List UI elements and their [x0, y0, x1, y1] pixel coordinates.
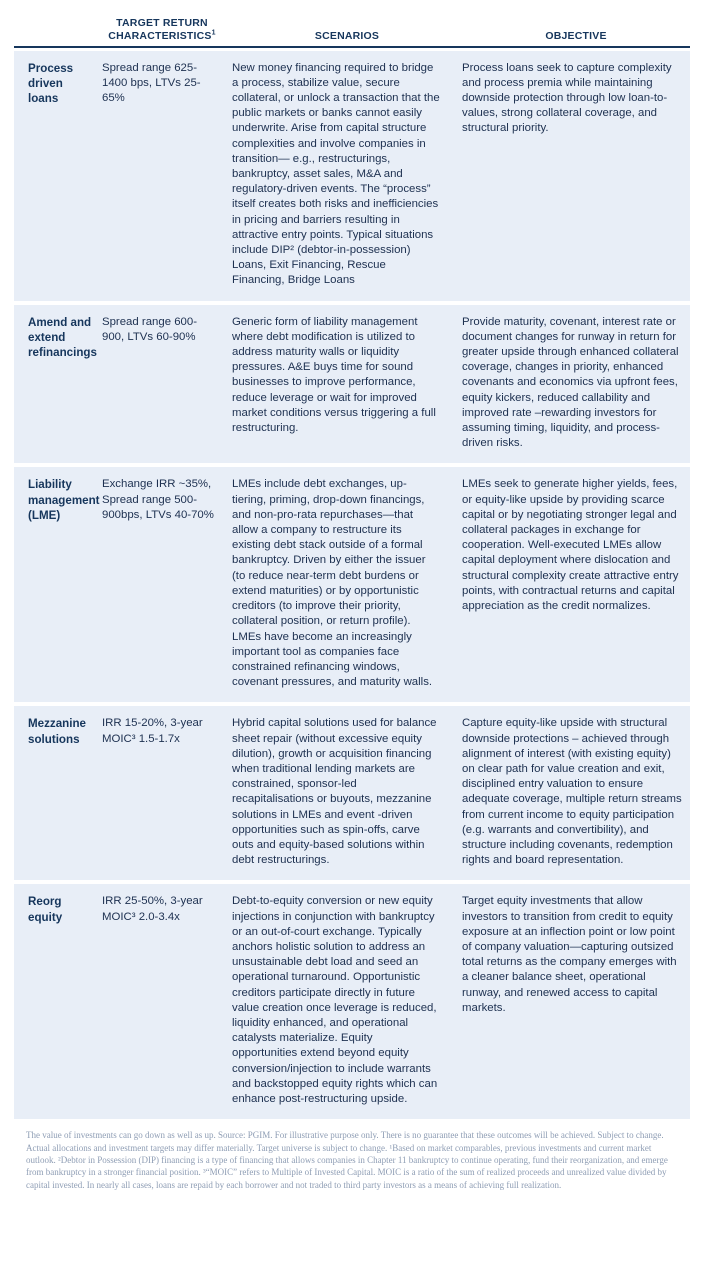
table-row	[14, 467, 690, 702]
row-objective: Provide maturity, covenant, interest rate or document changes for runway in return for greater upside through enhanced collateral coverage, changes in priority, enhanced covenants and economics via upfront fees, equity kickers, reduced callability and improved rate –rewarding investors for assuming timing, liquidity, and process-driven risks.	[462, 315, 679, 450]
footnote-disclaimer: The value of investments can go down as well as up. Source: PGIM. For illustrative purpose only. There is no guarantee that these outcomes will be achieved. Subject to change. Actual allocations and investment targets may differ materially. Target universe is subject to change. ¹Based on market comparables, previous investments and current market outlook. ²Debtor in Possession (DIP) financing is a type of financing that allows companies in Chapter 11 bankruptcy to continue operating, fund their reorganization, and emerge from bankruptcy in a stronger financial position. ³“MOIC” refers to Multiple of Invested Capital. MOIC is a ratio of the sum of realized proceeds and unrealized value divided by capital invested. In nearly all cases, loans are repaid by each borrower and not traded to third party investors as a means of achieving full realization.	[26, 1130, 668, 1190]
footnote-marker-1: 1	[211, 29, 216, 36]
row-scenario: New money financing required to bridge a process, stabilize value, secure collateral, or unlock a transaction that the public markets or banks cannot easily underwrite. Arise from capital structure complexities and involve companies in transition— e.g., restructurings, bankruptcy, asset sales, M&A and regulatory-driven events. The “process” itself creates both risks and inefficiencies in pricing and barriers resulting in attractive entry points. Typical situations include DIP² (debtor-in-possession) Loans, Exit Financing, Rescue Financing, Bridge Loans	[232, 61, 440, 287]
row-label: Mezzanine solutions	[28, 717, 86, 746]
row-label: Liability management (LME)	[28, 478, 100, 523]
row-scenario: LMEs include debt exchanges, up-tiering, priming, drop-down financings, and non-pro-rata repurchases—that allow a company to restructure its existing debt stack outside of a formal bankruptcy. Driven by either the issuer (to reduce near-term debt burdens or extend maturities) or by opportunistic creditors (to improve their priority, collateral position, or return profile). LMEs have become an increasingly important tool as companies face constrained refinancing windows, covenant pressures, and maturity walls.	[232, 478, 433, 689]
row-objective: Target equity investments that allow investors to transition from credit to equity exposure at an inflection point or low point of company valuation—capturing outsized total returns as the company emerges with a cleaner balance sheet, operational runway, and renewed access to capital markets.	[462, 895, 677, 1014]
table-header-row	[14, 0, 690, 42]
header-rule	[14, 46, 690, 48]
table-row	[14, 51, 690, 301]
column-header-objective: OBJECTIVE	[545, 29, 607, 42]
row-target-return: IRR 15-20%, 3-year MOIC³ 1.5-1.7x	[102, 717, 203, 745]
column-header-scenarios: SCENARIOS	[314, 29, 380, 42]
table-row	[14, 305, 690, 464]
row-target-return: Exchange IRR ~35%, Spread range 500-900bps, LTVs 40-70%	[102, 478, 214, 521]
row-scenario: Generic form of liability management where debt modification is utilized to address maturity walls or liquidity pressures. A&E buys time for sound businesses to improve performance, reduce leverage or wait for improved market conditions versus triggering a full restructuring.	[232, 315, 436, 435]
table-row	[14, 884, 690, 1119]
column-header-target-return-characteristics	[102, 17, 232, 42]
row-target-return: Spread range 600-900, LTVs 60-90%	[102, 315, 197, 343]
row-objective: LMEs seek to generate higher yields, fees, or equity-like upside by providing scarce capital or by negotiating stronger legal and collateral packages in exchange for cooperation. Well-executed LMEs allow capital deployment where dislocation and structural complexity create attractive entry points, with contractual returns and capital appreciation as the credit normalizes.	[462, 478, 679, 613]
row-label: Reorg equity	[28, 895, 63, 924]
row-objective: Capture equity-like upside with structural downside protections – achieved through alignment of interest (with existing equity) on clear path for value creation and exit, disciplined entry valuation to ensure adequate coverage, multiple return streams from current income to equity participation (e.g. warrants and convertibility), and structure including covenants, redemption rights and board representation.	[462, 717, 682, 867]
row-label: Amend and extend refinancings	[28, 315, 97, 360]
row-target-return: IRR 25-50%, 3-year MOIC³ 2.0-3.4x	[102, 895, 203, 923]
row-scenario: Debt-to-equity conversion or new equity injections in conjunction with bankruptcy or an out-of-court exchange. Typically anchors holistic solution to address an unsustainable debt load and seed an operational turnaround. Opportunistic creditors participate directly in future value creation once leverage is reduced, liquidity enhanced, and operational catalysts materialize. Equity opportunities extend beyond equity conversion/injection to include warrants and backstopped equity rights which can enhance post-restructuring upside.	[232, 895, 438, 1105]
table-row	[14, 706, 690, 880]
row-objective: Process loans seek to capture complexity and process premia while maintaining downside protection through low loan-to-values, strong collateral coverage, and structural priority.	[462, 61, 672, 135]
column-header-target-line2: CHARACTERISTICS	[108, 29, 212, 42]
row-label: Process driven loans	[28, 61, 74, 106]
row-target-return: Spread range 625-1400 bps, LTVs 25-65%	[102, 61, 201, 104]
column-header-target-line1: TARGET RETURN	[116, 17, 208, 29]
row-scenario: Hybrid capital solutions used for balance sheet repair (without excessive equity dilution), growth or acquisition financing when traditional lending markets are constrained, sponsor-led recapitalisations or buyouts, mezzanine solutions in LMEs and event -driven opportunities such as spin-offs, carve outs and equity-based solutions within debt restructurings.	[232, 717, 437, 867]
strategy-table	[14, 51, 690, 1120]
